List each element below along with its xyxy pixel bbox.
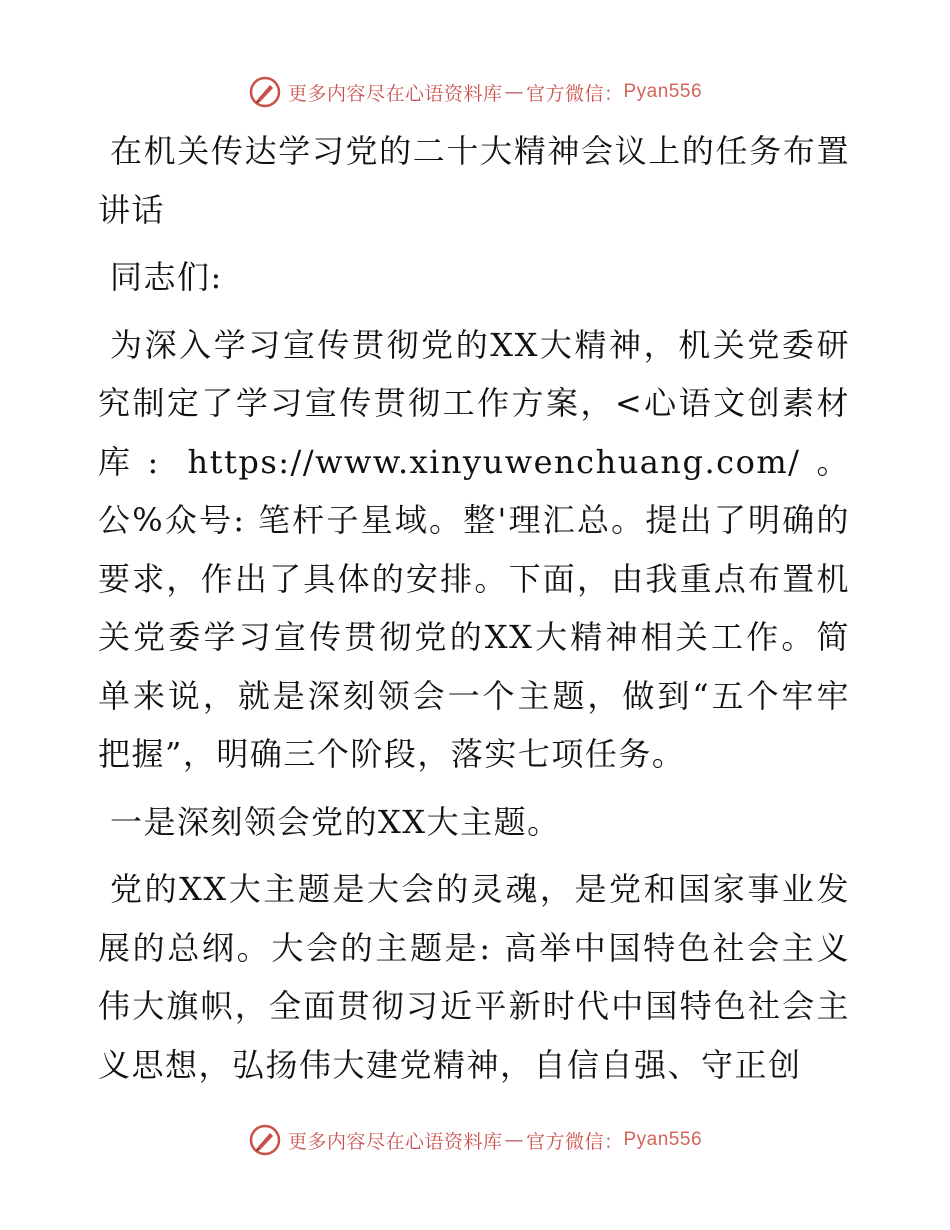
- watermark-separator: —: [504, 81, 524, 103]
- watermark-text: 更多内容尽在心语资料库: [287, 1130, 503, 1153]
- document-title: 在机关传达学习党的二十大精神会议上的任务布置讲话: [98, 132, 850, 229]
- watermark-text: 更多内容尽在心语资料库: [287, 82, 503, 105]
- watermark-suffix: 官方微信：: [525, 1130, 624, 1153]
- header-watermark: [0, 72, 950, 112]
- footer-watermark: [0, 1120, 950, 1160]
- watermark-account: Pyan556: [623, 1129, 703, 1150]
- section-heading: 一是深刻领会党的XX大主题。: [110, 802, 561, 841]
- watermark-account: Pyan556: [623, 81, 703, 102]
- watermark-separator: —: [504, 1129, 524, 1151]
- body-paragraph: 为深入学习宣传贯彻党的XX大精神，机关党委研究制定了学习宣传贯彻工作方案，<心语文创素材库: https://www.xinyuwenchuang.com/。公%众号: 笔杆子星域。整'理汇总。提出了明确的要求，作出了具体的安排。下面，由我重点布置机关党委学习宣传贯彻党的XX大精神相关工作。简单来说，就是深刻领会一个主题，做到“五个牢牢把握”，明确三个阶段，落实七项任务。: [98, 325, 850, 773]
- watermark-suffix: 官方微信：: [525, 82, 624, 105]
- greeting-paragraph: 同志们:: [110, 258, 223, 296]
- document-body: [98, 122, 850, 1103]
- pen-logo-icon: [248, 1123, 282, 1157]
- pen-logo-icon: [248, 75, 282, 109]
- body-paragraph: 党的XX大主题是大会的灵魂，是党和国家事业发展的总纲。大会的主题是: 高举中国特色社会主义伟大旗帜，全面贯彻习近平新时代中国特色社会主义思想，弘扬伟大建党精神，自信自强、守正创: [98, 870, 850, 1084]
